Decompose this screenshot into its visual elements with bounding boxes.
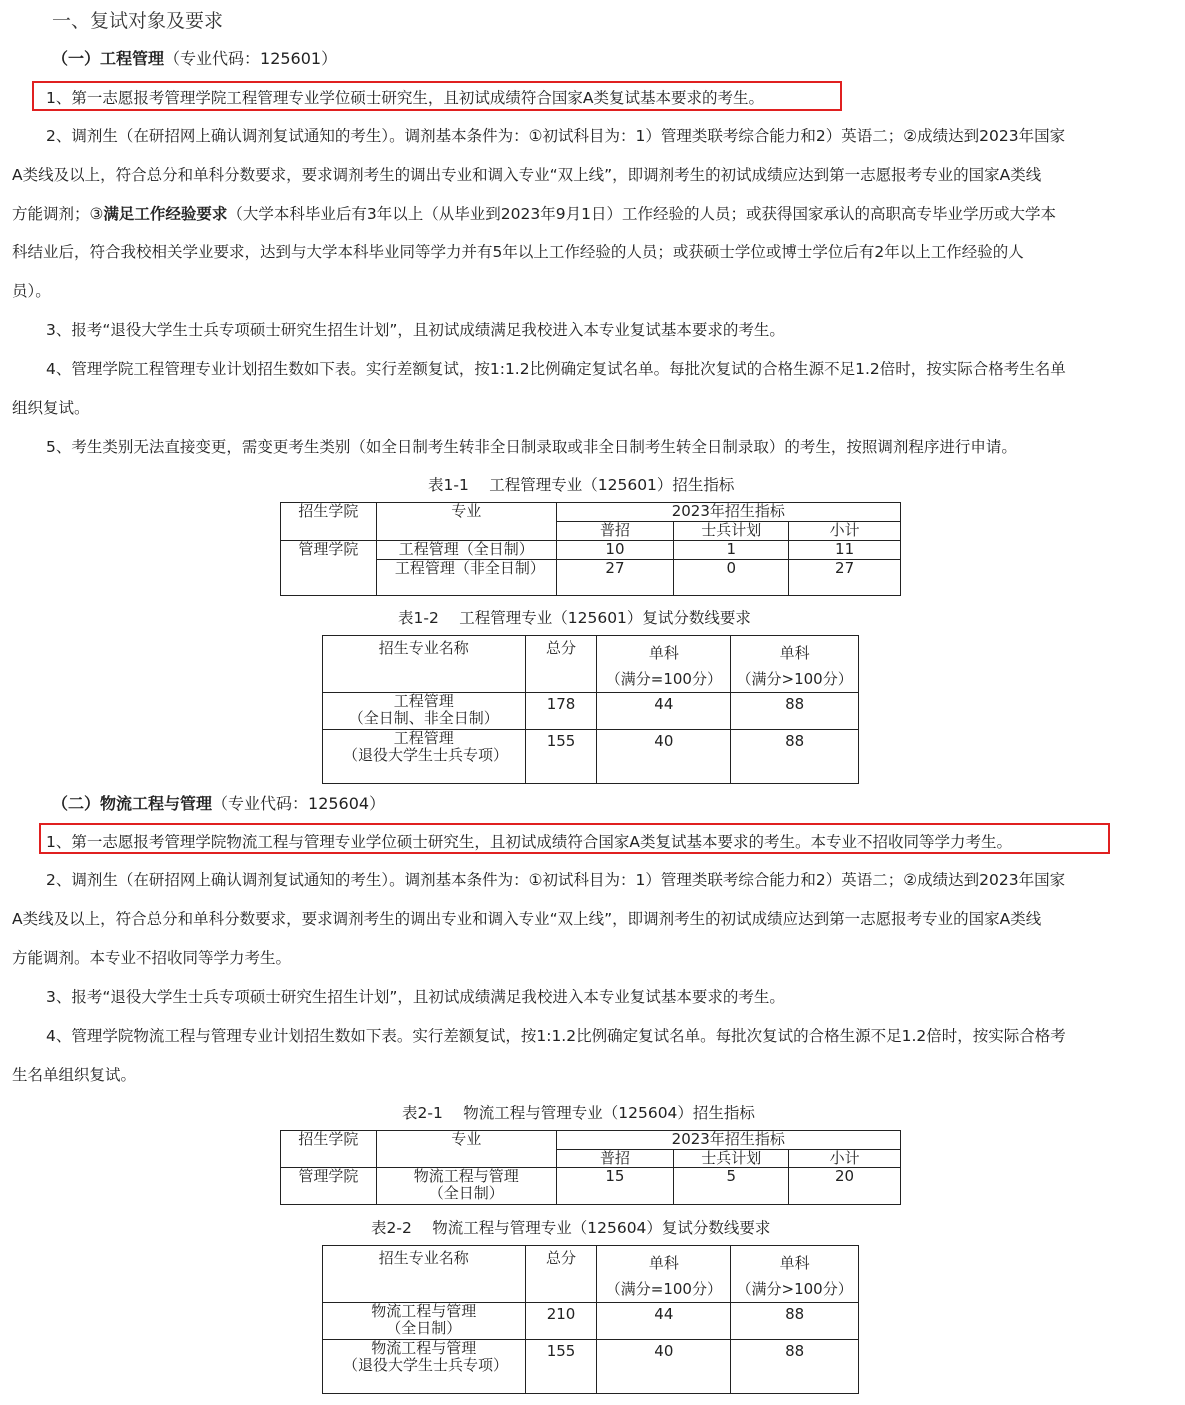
- part2-item2-line1: 2、调剂生（在研招网上确认调剂复试通知的考生）。调剂基本条件为：①初试科目为：1）管理类联考综合能力和2）英语二；②成绩达到2023年国家: [46, 871, 1066, 889]
- th-college: 招生学院: [281, 503, 377, 541]
- td-total: 178: [525, 693, 597, 730]
- td-subtotal: 27: [789, 560, 901, 596]
- part2-item1: 1、第一志愿报考管理学院物流工程与管理专业学位硕士研究生，且初试成绩符合国家A类复试基本要求的考生。本专业不招收同等学力考生。: [46, 833, 1012, 851]
- table1-2: [322, 635, 859, 784]
- table2-1-caption: 表2-1 物流工程与管理专业（125604）招生指标: [402, 1104, 755, 1122]
- th-single-sub: （满分=100分）: [605, 670, 722, 688]
- th-major-name: 招生专业名称: [323, 636, 526, 693]
- part1-item2-line1: 2、调剂生（在研招网上确认调剂复试通知的考生）。调剂基本条件为：①初试科目为：1）管理类联考综合能力和2）英语二；②成绩达到2023年国家: [46, 127, 1066, 145]
- major-name-line: （全日制、非全日制）: [348, 709, 499, 727]
- th-quota: 2023年招生指标: [556, 503, 900, 522]
- part2-heading-code: （专业代码：125604）: [212, 794, 386, 813]
- table2-2: [322, 1245, 859, 1394]
- table2-1: [280, 1130, 901, 1205]
- td-single-100: 44: [597, 693, 731, 730]
- part1-item2-line4: 科结业后，符合我校相关学业要求，达到与大学本科毕业同等学力并有5年以上工作经验的人员；或获硕士学位或博士学位后有2年以上工作经验的人: [12, 243, 1024, 261]
- th-single-over100: [731, 636, 859, 693]
- major-name-line: （退役大学生士兵专项）: [343, 746, 509, 764]
- major-line: （全日制）: [428, 1184, 504, 1202]
- td-general: 15: [556, 1168, 674, 1205]
- td-general: 10: [556, 541, 674, 560]
- td-college: 管理学院: [281, 1168, 377, 1205]
- part2-item4-line2: 生名单组织复试。: [12, 1066, 137, 1084]
- table1-2-caption: 表1-2 工程管理专业（125601）复试分数线要求: [398, 609, 751, 627]
- major-name-line: （退役大学生士兵专项）: [343, 1356, 509, 1374]
- th-single-sub: （满分=100分）: [605, 1280, 722, 1298]
- part1-item2-line2: A类线及以上，符合总分和单科分数要求，要求调剂考生的调出专业和调入专业“双上线”，即调剂考生的初试成绩应达到第一志愿报考专业的国家A类线: [12, 166, 1042, 184]
- table1-1-caption: 表1-1 工程管理专业（125601）招生指标: [428, 476, 735, 494]
- part1-item2-line3: [12, 202, 1056, 224]
- td-subtotal: 11: [789, 541, 901, 560]
- th-quota: 2023年招生指标: [556, 1131, 900, 1150]
- th-single-label: 单科: [648, 644, 679, 662]
- td-soldier: 5: [674, 1168, 789, 1205]
- th-general: 普招: [556, 522, 674, 541]
- part1-item3: 3、报考“退役大学生士兵专项硕士研究生招生计划”，且初试成绩满足我校进入本专业复试基本要求的考生。: [46, 321, 785, 339]
- th-college: 招生学院: [281, 1131, 377, 1168]
- th-single-over100: [731, 1246, 859, 1303]
- part1-item5: 5、考生类别无法直接变更，需变更考生类别（如全日制考生转非全日制录取或非全日制考生转全日制录取）的考生，按照调剂程序进行申请。: [46, 438, 1017, 456]
- td-college: 管理学院: [281, 541, 377, 596]
- part2-heading-title: （二）物流工程与管理: [52, 794, 213, 813]
- td-major-name: [323, 1303, 526, 1340]
- td-major-name: [323, 730, 526, 784]
- td-major: [376, 1168, 556, 1205]
- table2-2-caption: 表2-2 物流工程与管理专业（125604）复试分数线要求: [371, 1219, 771, 1237]
- td-major: 工程管理（全日制）: [376, 541, 556, 560]
- part1-item1: 1、第一志愿报考管理学院工程管理专业学位硕士研究生，且初试成绩符合国家A类复试基本要求的考生。: [46, 89, 764, 107]
- part2-item2-line3: 方能调剂。本专业不招收同等学力考生。: [12, 949, 292, 967]
- th-total: 总分: [525, 636, 597, 693]
- th-subtotal: 小计: [789, 1150, 901, 1168]
- part1-heading: [52, 46, 337, 69]
- table1-1: [280, 502, 901, 596]
- section-title: 一、复试对象及要求: [52, 10, 224, 32]
- td-single-100: 40: [597, 730, 731, 784]
- th-single-sub: （满分>100分）: [736, 670, 853, 688]
- part2-item4-line1: 4、管理学院物流工程与管理专业计划招生数如下表。实行差额复试，按1:1.2比例确定复试名单。每批次复试的合格生源不足1.2倍时，按实际合格考: [46, 1027, 1066, 1045]
- major-name-line: 物流工程与管理: [371, 1302, 477, 1320]
- td-single-over100: 88: [731, 693, 859, 730]
- td-single-100: 40: [597, 1340, 731, 1394]
- td-subtotal: 20: [789, 1168, 901, 1205]
- major-name-line: 物流工程与管理: [371, 1339, 477, 1357]
- work-experience-emphasis: 满足工作经验要求: [103, 205, 228, 223]
- major-name-line: （全日制）: [386, 1319, 462, 1337]
- th-major: 专业: [376, 1131, 556, 1168]
- th-major-name: 招生专业名称: [323, 1246, 526, 1303]
- td-single-over100: 88: [731, 730, 859, 784]
- major-line: 物流工程与管理: [413, 1167, 519, 1185]
- td-single-over100: 88: [731, 1303, 859, 1340]
- th-single-label: 单科: [779, 1254, 810, 1272]
- th-single-sub: （满分>100分）: [736, 1280, 853, 1298]
- major-name-line: 工程管理: [393, 729, 454, 747]
- td-single-over100: 88: [731, 1340, 859, 1394]
- td-total: 210: [525, 1303, 597, 1340]
- th-total: 总分: [525, 1246, 597, 1303]
- part1-item2-line5: 员）。: [12, 282, 51, 300]
- th-single-100: [597, 1246, 731, 1303]
- td-soldier: 1: [674, 541, 789, 560]
- td-single-100: 44: [597, 1303, 731, 1340]
- part1-item4-line2: 组织复试。: [12, 399, 90, 417]
- td-soldier: 0: [674, 560, 789, 596]
- part1-item2-line3-a: 方能调剂；③: [12, 205, 104, 223]
- part2-heading: [52, 791, 385, 814]
- part1-heading-title: （一）工程管理: [52, 49, 165, 68]
- major-name-line: 工程管理: [393, 692, 454, 710]
- part1-heading-code: （专业代码：125601）: [164, 49, 338, 68]
- part2-item2-line2: A类线及以上，符合总分和单科分数要求，要求调剂考生的调出专业和调入专业“双上线”，即调剂考生的初试成绩应达到第一志愿报考专业的国家A类线: [12, 910, 1042, 928]
- th-subtotal: 小计: [789, 522, 901, 541]
- td-total: 155: [525, 1340, 597, 1394]
- th-soldier: 士兵计划: [674, 1150, 789, 1168]
- th-single-100: [597, 636, 731, 693]
- td-major-name: [323, 1340, 526, 1394]
- th-general: 普招: [556, 1150, 674, 1168]
- td-total: 155: [525, 730, 597, 784]
- part2-item3: 3、报考“退役大学生士兵专项硕士研究生招生计划”，且初试成绩满足我校进入本专业复试基本要求的考生。: [46, 988, 785, 1006]
- td-general: 27: [556, 560, 674, 596]
- th-single-label: 单科: [779, 644, 810, 662]
- th-major: 专业: [376, 503, 556, 541]
- part1-item4-line1: 4、管理学院工程管理专业计划招生数如下表。实行差额复试，按1:1.2比例确定复试名单。每批次复试的合格生源不足1.2倍时，按实际合格考生名单: [46, 360, 1066, 378]
- td-major-name: [323, 693, 526, 730]
- part1-item2-line3-c: （大学本科毕业后有3年以上（从毕业到2023年9月1日）工作经验的人员；或获得国家承认的高职高专毕业学历或大学本: [227, 205, 1056, 223]
- th-soldier: 士兵计划: [674, 522, 789, 541]
- td-major: 工程管理（非全日制）: [376, 560, 556, 596]
- th-single-label: 单科: [648, 1254, 679, 1272]
